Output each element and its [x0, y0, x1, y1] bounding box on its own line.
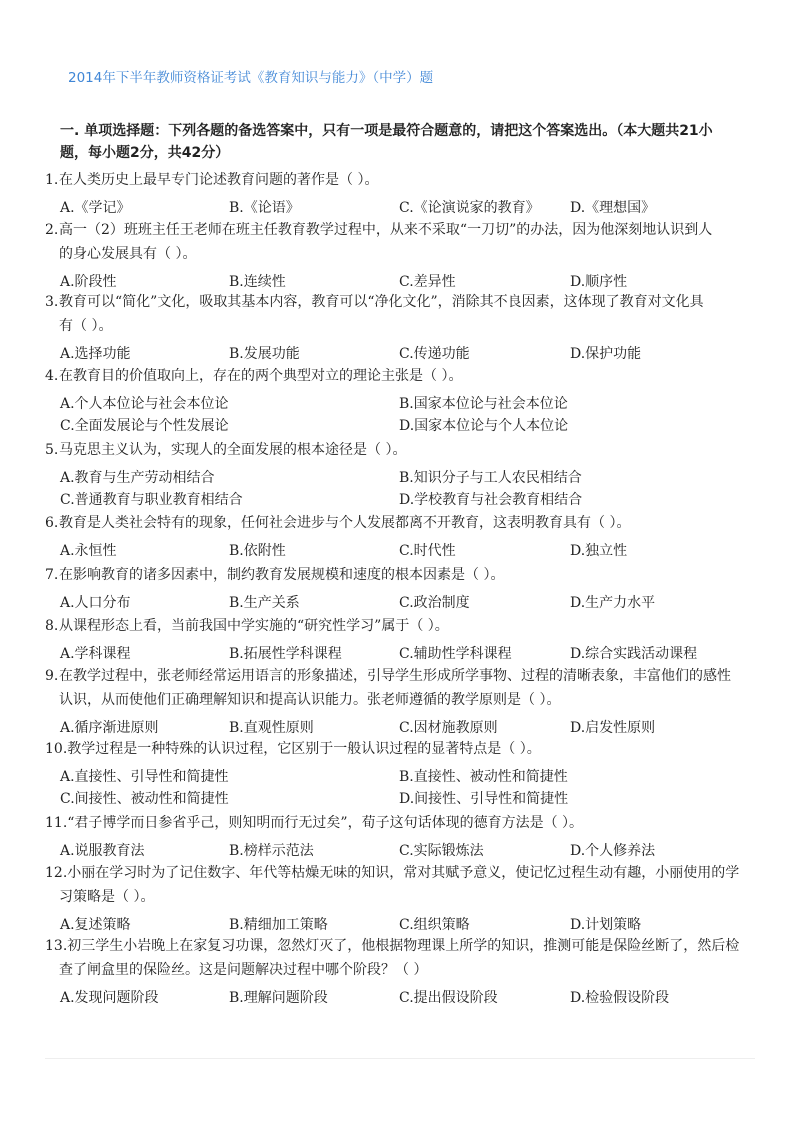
option-c: C.因材施教原则: [399, 720, 498, 736]
option-b: B.榜样示范法: [229, 843, 314, 859]
option-d: D.个人修养法: [570, 843, 656, 859]
option-a: A.永恒性: [60, 543, 117, 559]
option-d: D.独立性: [570, 543, 628, 559]
question-number: 6.: [45, 515, 59, 531]
question-stem: [45, 511, 745, 535]
question-number: 2.: [45, 222, 59, 238]
question-text: 在人类历史上最早专门论述教育问题的著作是（ ）。: [59, 172, 379, 188]
question-stem: [45, 664, 745, 712]
option-c: C.传递功能: [399, 346, 470, 362]
question-text-continued: 查了闸盒里的保险丝。这是问题解决过程中哪个阶段？（ ）: [59, 962, 428, 978]
option-a: A.《学记》: [60, 200, 131, 216]
option-a: A.直接性、引导性和简捷性: [60, 769, 229, 785]
question-stem: [45, 438, 745, 462]
option-d: D.国家本位论与个人本位论: [399, 418, 569, 434]
option-a: A.选择功能: [60, 346, 131, 362]
footer-divider: [45, 1058, 755, 1059]
option-b: B.理解问题阶段: [229, 990, 328, 1006]
option-d: D.保护功能: [570, 346, 642, 362]
question-text: “君子博学而日参省乎己，则知明而行无过矣”，荀子这句话体现的德育方法是（ ）。: [67, 815, 584, 831]
option-c: C.实际锻炼法: [399, 843, 484, 859]
option-c: C.组织策略: [399, 917, 470, 933]
question-number: 9.: [45, 668, 59, 684]
question-text-continued: 习策略是（ ）。: [59, 889, 155, 905]
option-b: B.国家本位论与社会本位论: [399, 396, 568, 412]
option-b: B.发展功能: [229, 346, 300, 362]
question-number: 1.: [45, 172, 59, 188]
option-c: C.时代性: [399, 543, 456, 559]
question-text: 在教育目的价值取向上，存在的两个典型对立的理论主张是（ ）。: [59, 368, 463, 384]
question-text-continued: 有（ ）。: [59, 318, 113, 334]
question-number: 4.: [45, 368, 59, 384]
option-c: C.政治制度: [399, 595, 470, 611]
question-number: 10.: [45, 741, 68, 757]
option-c: C.差异性: [399, 274, 456, 290]
question-text: 小丽在学习时为了记住数字、年代等枯燥无味的知识，常对其赋予意义，使记忆过程生动有趣，小丽使用的学: [67, 865, 740, 881]
option-d: D.顺序性: [570, 274, 628, 290]
question-stem: [45, 811, 745, 835]
question-stem: [45, 290, 745, 338]
question-text-continued: 认识，从而使他们正确理解知识和提高认识能力。张老师遵循的教学原则是（ ）。: [59, 692, 561, 708]
option-c: C.《论演说家的教育》: [399, 200, 540, 216]
option-c: C.间接性、被动性和简捷性: [60, 791, 229, 807]
question-text: 教学过程是一种特殊的认识过程，它区别于一般认识过程的显著特点是（ ）。: [67, 741, 541, 757]
option-b: B.直接性、被动性和简捷性: [399, 769, 568, 785]
option-a: A.人口分布: [60, 595, 131, 611]
question-text: 从课程形态上看，当前我国中学实施的“研究性学习”属于（ ）。: [59, 618, 449, 634]
option-a: A.说服教育法: [60, 843, 145, 859]
option-d: D.综合实践活动课程: [570, 646, 698, 662]
option-b: B.知识分子与工人农民相结合: [399, 470, 582, 486]
option-d: D.《理想国》: [570, 200, 656, 216]
option-a: A.教育与生产劳动相结合: [60, 470, 215, 486]
question-text: 高一（2）班班主任王老师在班主任教育教学过程中，从来不采取“一刀切”的办法，因为他深刻地认识到人: [59, 222, 713, 238]
question-text: 教育是人类社会特有的现象，任何社会进步与个人发展都离不开教育，这表明教育具有（ ）。: [59, 515, 631, 531]
question-number: 5.: [45, 442, 59, 458]
option-d: D.学校教育与社会教育相结合: [399, 492, 583, 508]
option-c: C.普通教育与职业教育相结合: [60, 492, 243, 508]
question-stem: [45, 364, 745, 388]
question-number: 12.: [45, 865, 68, 881]
option-c: C.提出假设阶段: [399, 990, 498, 1006]
question-stem: [45, 563, 745, 587]
option-c: C.全面发展论与个性发展论: [60, 418, 229, 434]
question-text: 初三学生小岩晚上在家复习功课，忽然灯灭了，他根据物理课上所学的知识，推测可能是保险丝断了，然后检: [67, 938, 740, 954]
question-stem: [45, 168, 745, 192]
option-c: C.辅助性学科课程: [399, 646, 512, 662]
option-d: D.检验假设阶段: [570, 990, 670, 1006]
option-a: A.学科课程: [60, 646, 131, 662]
option-b: B.连续性: [229, 274, 286, 290]
question-stem: [45, 737, 745, 761]
option-d: D.生产力水平: [570, 595, 656, 611]
option-b: B.依附性: [229, 543, 286, 559]
option-b: B.生产关系: [229, 595, 300, 611]
option-a: A.个人本位论与社会本位论: [60, 396, 229, 412]
question-stem: [45, 861, 745, 909]
question-number: 3.: [45, 294, 59, 310]
question-text: 在影响教育的诸多因素中，制约教育发展规模和速度的根本因素是（ ）。: [59, 567, 505, 583]
option-a: A.循序渐进原则: [60, 720, 159, 736]
option-a: A.复述策略: [60, 917, 131, 933]
question-stem: [45, 218, 745, 266]
question-text: 在教学过程中，张老师经常运用语言的形象描述，引导学生形成所学事物、过程的清晰表象，丰富他们的感性: [59, 668, 731, 684]
question-text: 教育可以“简化”文化，吸取其基本内容，教育可以“净化文化”，消除其不良因素，这体现了教育对文化具: [59, 294, 704, 310]
document-title: 2014年下半年教师资格证考试《教育知识与能力》（中学）题: [68, 70, 434, 86]
option-d: D.计划策略: [570, 917, 642, 933]
option-d: D.间接性、引导性和简捷性: [399, 791, 569, 807]
question-stem: [45, 934, 745, 982]
option-a: A.阶段性: [60, 274, 117, 290]
question-text: 马克思主义认为，实现人的全面发展的根本途径是（ ）。: [59, 442, 407, 458]
question-number: 8.: [45, 618, 59, 634]
question-number: 13.: [45, 938, 68, 954]
option-b: B.拓展性学科课程: [229, 646, 342, 662]
option-b: B.精细加工策略: [229, 917, 328, 933]
question-stem: [45, 614, 745, 638]
question-text-continued: 的身心发展具有（ ）。: [59, 246, 197, 262]
option-d: D.启发性原则: [570, 720, 656, 736]
option-b: B.直观性原则: [229, 720, 314, 736]
section-header: 一. 单项选择题：下列各题的备选答案中，只有一项是最符合题意的，请把这个答案选出。（本大题共21小题，每小题2分，共42分）: [60, 123, 713, 161]
option-a: A.发现问题阶段: [60, 990, 159, 1006]
question-number: 11.: [45, 815, 68, 831]
option-b: B.《论语》: [229, 200, 300, 216]
question-number: 7.: [45, 567, 59, 583]
